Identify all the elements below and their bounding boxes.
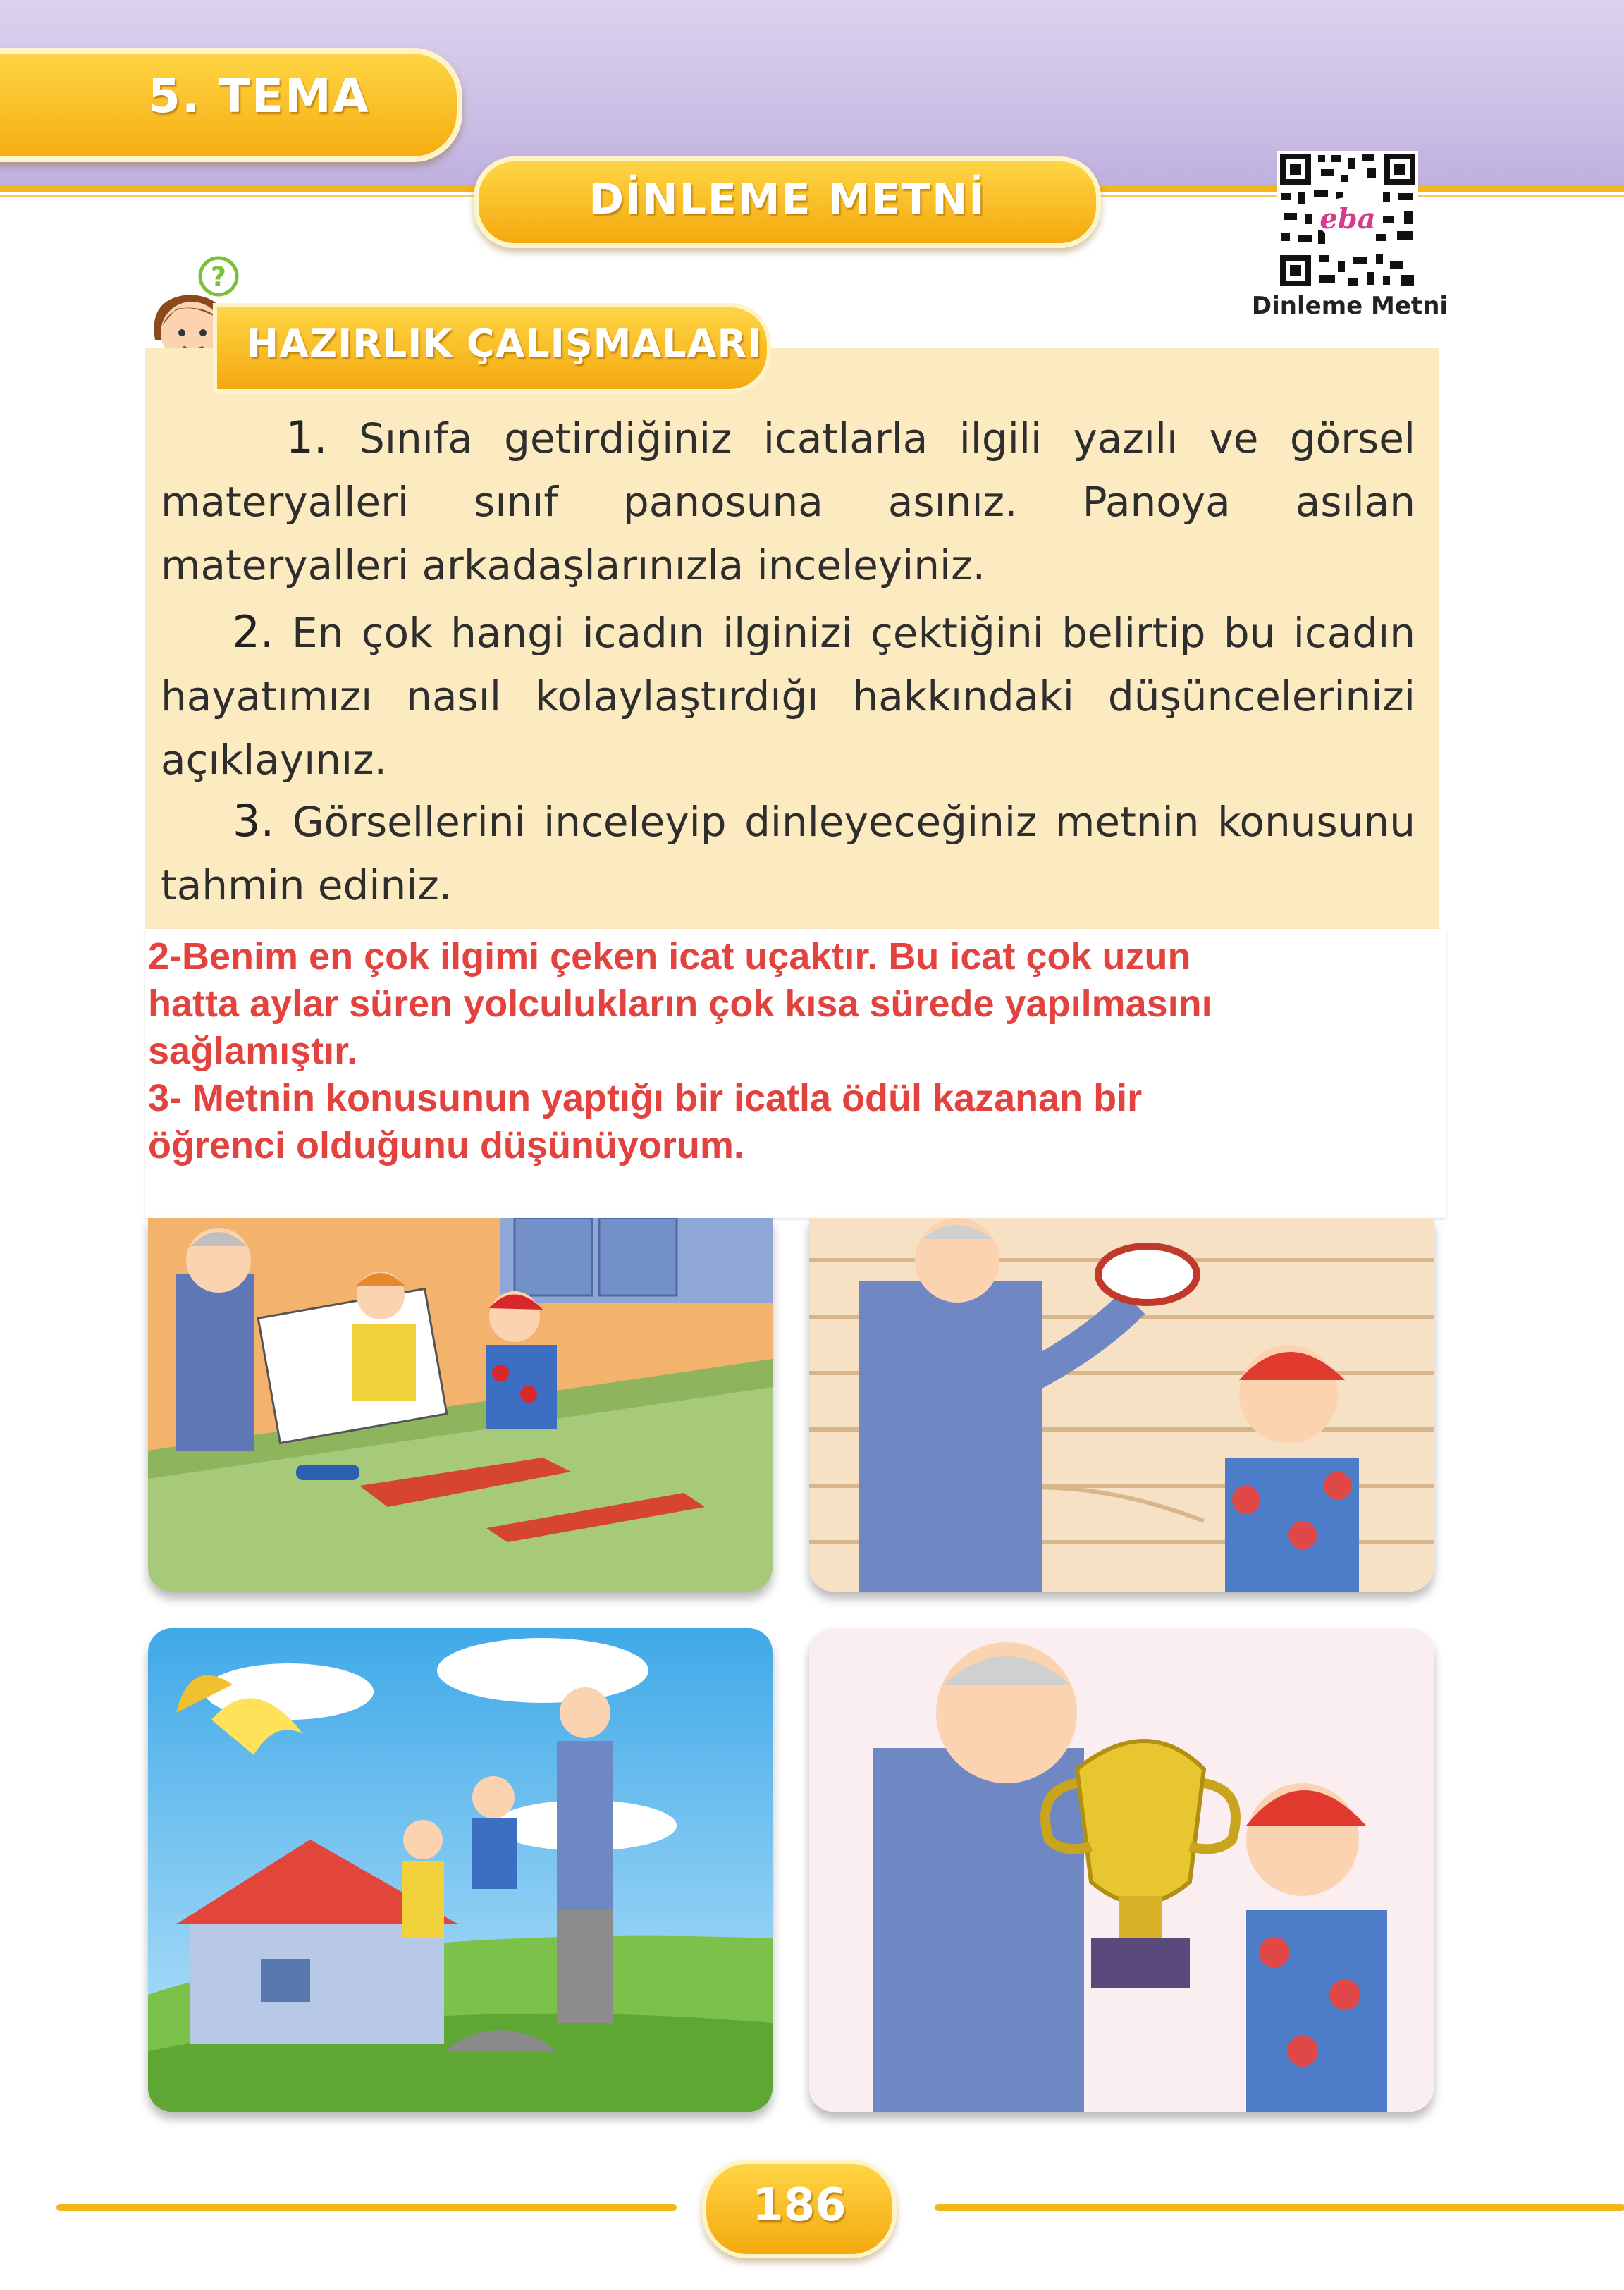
- answer-line: sağlamıştır.: [148, 1030, 358, 1072]
- qr-label: Dinleme Metni: [1251, 292, 1448, 320]
- shoe-illustration: [809, 1218, 1434, 1592]
- question-number: 2.: [232, 606, 274, 658]
- answer-line: öğrenci olduğunu düşünüyorum.: [148, 1124, 744, 1166]
- flying-bird-illustration: [148, 1628, 773, 2112]
- question-text: Görsellerini inceleyip dinleyeceğiniz metnin konusunu tahmin ediniz.: [161, 798, 1416, 909]
- question-number: 1.: [285, 412, 328, 463]
- trophy-illustration: [809, 1628, 1434, 2112]
- question-1: [161, 406, 1415, 597]
- answer-line: hatta aylar süren yolculukların çok kısa sürede yapılmasını: [148, 983, 1212, 1025]
- question-3: [161, 789, 1415, 917]
- question-text: Sınıfa getirdiğiniz icatlarla ilgili yazılı ve görsel materyalleri sınıf panosuna asınız. Panoya asılan materyalleri arkadaşlarınızla inceleyiniz.: [161, 414, 1416, 589]
- qr-code-icon[interactable]: [1277, 151, 1418, 289]
- preparation-title: HAZIRLIK ÇALIŞMALARI: [247, 321, 763, 366]
- question-number: 3.: [233, 795, 275, 847]
- eba-logo: eba: [1320, 202, 1376, 235]
- section-title: DİNLEME METNİ: [589, 175, 986, 224]
- page-number: 186: [752, 2179, 847, 2231]
- footer-line-right: [935, 2204, 1624, 2211]
- tema-label: 5. TEMA: [148, 69, 370, 123]
- answer-line: 3- Metnin konusunun yaptığı bir icatla ödül kazanan bir: [148, 1077, 1143, 1119]
- question-text: En çok hangi icadın ilginizi çektiğini belirtip bu icadın hayatımızı nasıl kolaylaştırdığı hakkındaki düşüncelerinizi açıklayınız.: [161, 609, 1415, 784]
- answer-text[interactable]: [148, 933, 1417, 1169]
- footer-line-left: [56, 2204, 677, 2211]
- svg-text:?: ?: [210, 261, 227, 293]
- answer-line: 2-Benim en çok ilgimi çeken icat uçaktır. Bu icat çok uzun: [148, 935, 1191, 978]
- workshop-illustration: [148, 1218, 773, 1592]
- question-2: [161, 601, 1415, 792]
